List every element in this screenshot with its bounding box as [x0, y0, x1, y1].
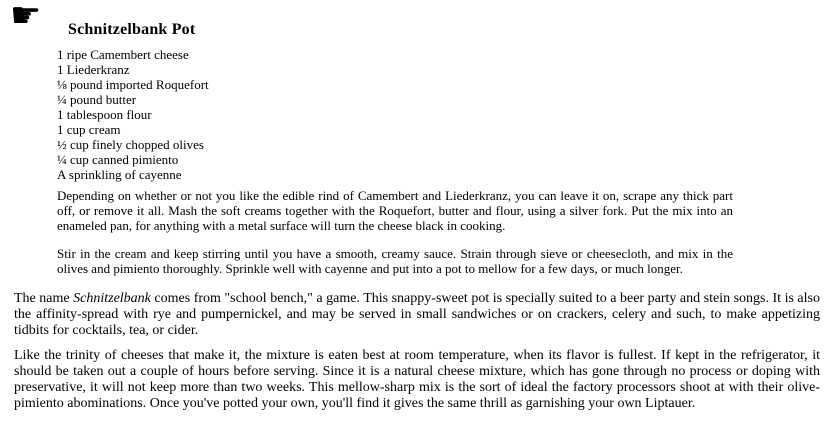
- commentary-paragraph-2: Like the trinity of cheeses that make it, the mixture is eaten best at room temperature, when its flavor is fullest. If kept in the refrigerator, it should be taken out a couple of hours before serving. Since it is a natural cheese mixture, which has gone through no process or doping with preservative, it will not keep more than two weeks. This mellow-sharp mix is the sort of ideal the factory processors shoot at with their olive-pimiento abominations. Once you've potted your own, you'll find it gives the same thrill as garnishing your own Liptauer.: [14, 348, 820, 411]
- instruction-paragraph-2: Stir in the cream and keep stirring until you have a smooth, creamy sauce. Strain through sieve or cheesecloth, and mix in the olives and pimiento thoroughly. Sprinkle well with cayenne and put into a pot to mellow for a few days, or much longer.: [57, 246, 733, 276]
- ingredient-line: A sprinkling of cayenne: [57, 167, 182, 182]
- commentary-text-prefix: The name: [14, 291, 74, 306]
- ingredient-line: ¼ pound butter: [57, 92, 137, 107]
- ingredient-line: 1 Liederkranz: [57, 62, 130, 77]
- italic-recipe-name: Schnitzelbank: [73, 291, 151, 306]
- recipe-block: [57, 47, 733, 276]
- commentary-text-rest: comes from "school bench," a game. This snappy-sweet pot is specially suited to a beer party and stein songs. It is also the affinity-spread with rye and pumpernickel, and may be served in small sandwiches or on crackers, celery and such, to make appetizing tidbits for cocktails, tea, or cider.: [14, 291, 820, 338]
- ingredient-line: ¼ cup canned pimiento: [57, 152, 179, 167]
- ingredient-line: 1 ripe Camembert cheese: [57, 47, 189, 62]
- ingredient-line: ⅛ pound imported Roquefort: [57, 77, 209, 92]
- commentary-block: [14, 291, 820, 412]
- ingredient-line: 1 cup cream: [57, 122, 121, 137]
- recipe-title: Schnitzelbank Pot: [68, 21, 196, 38]
- ingredient-list: [57, 47, 733, 182]
- instruction-paragraph-1: Depending on whether or not you like the edible rind of Camembert and Liederkranz, you can leave it on, scrape any thick part off, or remove it all. Mash the soft creams together with the Roquefort, butter and flour, using a silver fork. Put the mix into an enameled pan, for anything with a metal surface will turn the cheese black in cooking.: [57, 188, 733, 233]
- ingredient-line: 1 tablespoon flour: [57, 107, 152, 122]
- commentary-paragraph-1: [14, 291, 820, 339]
- ingredient-line: ½ cup finely chopped olives: [57, 137, 204, 152]
- manicule-right-icon: ☛: [10, 0, 42, 36]
